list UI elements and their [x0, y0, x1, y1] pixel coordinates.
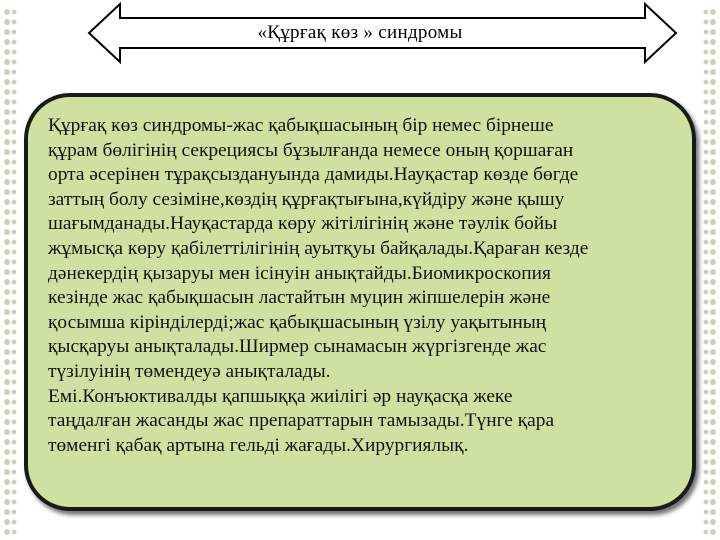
body-line: орта әсерінен тұрақсыздануында дамиды.Науқастар көзде бөгде [48, 164, 579, 186]
body-text [48, 114, 672, 458]
body-line: дәнекердің қызаруы мен ісінуін анықтайды.Биомикроскопия [48, 262, 551, 284]
body-line: Құрғақ көз синдромы-жас қабықшасының бір немес бірнеше [48, 115, 554, 136]
body-line: шағымданады.Науқастарда көру жітілігінің және тәулік бойы [48, 213, 558, 235]
body-line: қосымша кірінділерді;жас қабықшасының үзілу уақытының [48, 311, 547, 333]
slide-title: «Құрғақ көз » синдромы [257, 22, 463, 43]
body-line: кезінде жас қабықшасын ластайтын муцин жіпшелерін және [48, 287, 551, 309]
body-line: қысқаруы анықталады.Ширмер сынамасын жүргізгенде жас [48, 336, 547, 358]
body-line: заттың болу сезіміне,көздің құрғақтығына,күйдіру және қышу [48, 188, 565, 210]
body-line: түзілуінің төмендеуә анықталады. [48, 360, 331, 382]
body-line: жұмысқа көру қабілеттілігінің ауытқуы байқалады.Қараған кезде [48, 237, 589, 259]
body-line: таңдалған жасанды жас препараттарын тамызады.Түнге қара [48, 410, 555, 432]
body-line: төменгі қабақ артына гельді жағады.Хирургиялық. [48, 434, 469, 456]
body-line: Емі.Конъюктивалды қапшыққа жиілігі әр науқасқа жеке [48, 385, 513, 407]
body-line: құрам бөлігінің секрециясы бұзылғанда немесе оның қоршаған [48, 139, 574, 161]
